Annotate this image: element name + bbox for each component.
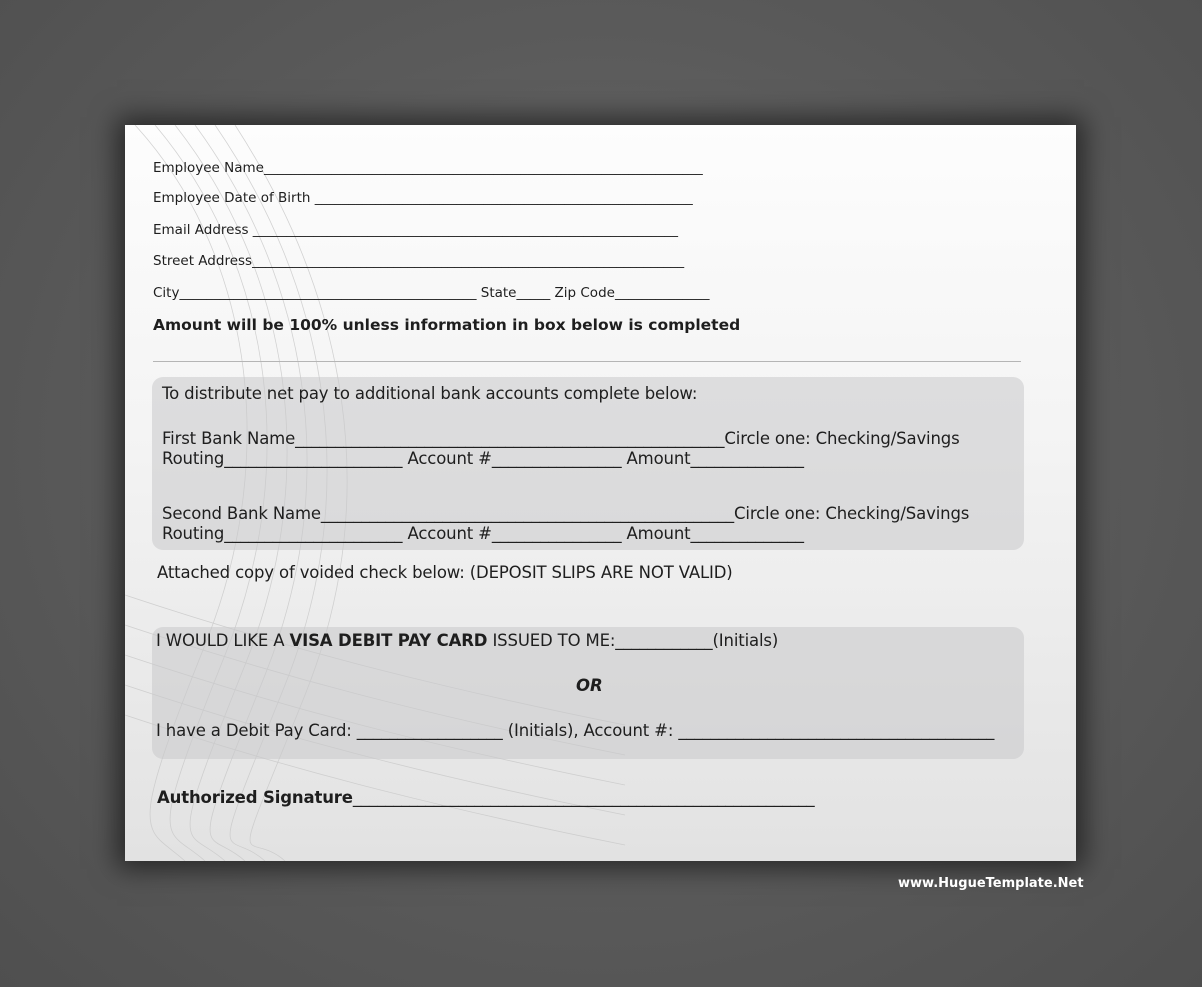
signature-label: Authorized Signature (157, 788, 353, 807)
amount-notice: Amount will be 100% unless information in box below is completed (153, 316, 741, 334)
signature-line: _________________________________________________________ (352, 788, 815, 807)
employee-dob-field[interactable]: Employee Date of Birth ________________________________________________________ (153, 190, 693, 206)
first-bank-routing-field[interactable]: Routing______________________ Account #________________ Amount______________ (162, 449, 804, 468)
form-sheet (125, 125, 1076, 861)
pay-card-request-field[interactable] (156, 633, 778, 650)
second-bank-routing-field[interactable]: Routing______________________ Account #________________ Amount______________ (162, 524, 804, 543)
section-divider (153, 361, 1021, 362)
voided-check-note: Attached copy of voided check below: (DEPOSIT SLIPS ARE NOT VALID) (157, 563, 733, 582)
first-bank-name-field[interactable]: First Bank Name_____________________________________________________Circle one: Checking/Savings (162, 429, 960, 448)
email-address-field[interactable]: Email Address _______________________________________________________________ (153, 222, 679, 238)
employee-name-field[interactable]: Employee Name_________________________________________________________________ (153, 160, 703, 176)
authorized-signature-field[interactable] (157, 790, 815, 807)
pay-card-request-prefix: I WOULD LIKE A (156, 631, 290, 650)
distribution-intro: To distribute net pay to additional bank accounts complete below: (162, 384, 698, 403)
or-separator: OR (576, 676, 603, 695)
pay-card-request-bold: VISA DEBIT PAY CARD (289, 631, 488, 650)
city-state-zip-field[interactable]: City____________________________________________ State_____ Zip Code______________ (153, 285, 710, 301)
watermark: www.HugueTemplate.Net (898, 876, 1084, 891)
pay-card-request-suffix: ISSUED TO ME:____________(Initials) (487, 631, 779, 650)
street-address-field[interactable]: Street Address________________________________________________________________ (153, 253, 685, 269)
second-bank-name-field[interactable]: Second Bank Name___________________________________________________Circle one: Checking/Savings (162, 504, 970, 523)
existing-pay-card-field[interactable]: I have a Debit Pay Card: __________________ (Initials), Account #: _______________________________________ (156, 721, 995, 740)
